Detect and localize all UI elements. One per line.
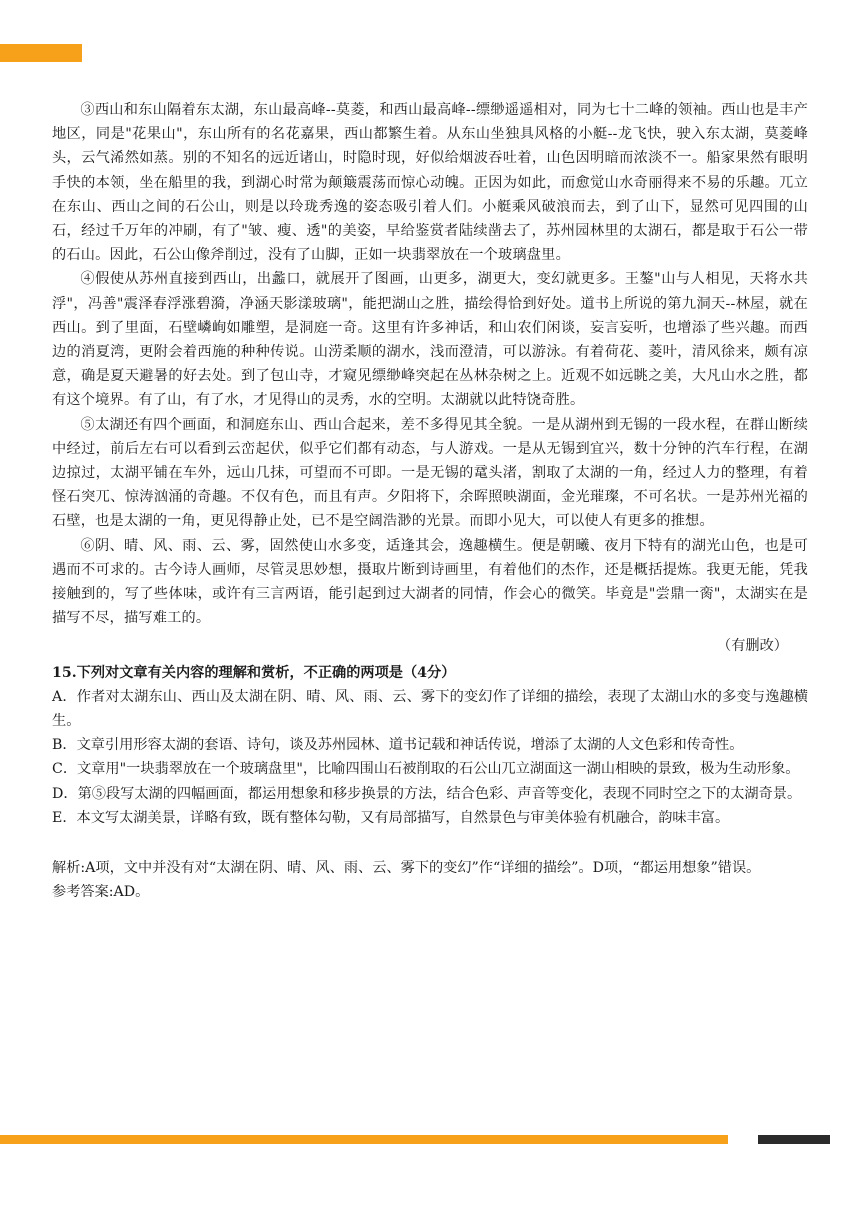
option-e: E．本文写太湖美景，详略有致，既有整体勾勒，又有局部描写，自然景色与审美体验有机融合，韵味丰富。 [52,809,730,826]
paragraph-3: ③西山和东山隔着东太湖，东山最高峰--莫菱，和西山最高峰--缥缈遥遥相对，同为七十二峰的领袖。西山也是丰产地区，同是"花果山"，东山所有的名花嘉果，西山都繁生着。从东山坐独具风格的小艇--龙飞快，驶入东太湖，莫菱峰头，云气浠然如蒸。别的不知名的远近诸山，时隐时现，好似给烟波吞吐着，山色因明暗而浓淡不一。船家果然有眼明手快的本领，坐在船里的我，到湖心时常为颠簸震荡而惊心动魄。正因为如此，而愈觉山水奇丽得来不易的乐趣。兀立在东山、西山之间的石公山，则是以玲珑秀逸的姿态吸引着人们。小艇乘风破浪而去，到了山下，显然可见四围的山石，经过千万年的冲刷，有了"皱、瘦、透"的美姿，早给鉴赏者陆续凿去了，苏州园林里的太湖石，都是取于石公一带的石山。因此，石公山像斧削过，没有了山脚，正如一块翡翠放在一个玻璃盘里。 [52,102,808,264]
question-15: 15.下列对文章有关内容的理解和赏析，不正确的两项是（4分） [52,664,456,681]
paragraph-6: ⑥阴、晴、风、雨、云、雾，固然使山水多变，适逢其会，逸趣横生。便是朝曦、夜月下特有的湖光山色，也是可遇而不可求的。古今诗人画师，尽管灵思妙想，摄取片断到诗画里，有着他们的杰作，还是概括提炼。我更无能，凭我接触到的，写了些体味，或许有三言两语，能引起到过大湖者的同情，作会心的微笑。毕竟是"尝鼎一脔"，太湖实在是描写不尽，描写难工的。 [52,537,808,627]
option-c: C．文章用"一块翡翠放在一个玻璃盘里"，比喻四围山石被削取的石公山兀立湖面这一湖山相映的景致，极为生动形象。 [52,761,800,778]
header-accent-bar [0,44,82,62]
document-body [52,98,808,905]
option-a: A．作者对太湖东山、西山及太湖在阴、晴、风、雨、云、雾下的变幻作了详细的描绘，表现了太湖山水的多变与逸趣横生。 [52,688,808,730]
analysis-text: 解析:A项，文中并没有对“太湖在阴、晴、风、雨、云、雾下的变幻”作“详细的描绘”。D项，“都运用想象”错误。 [52,860,761,877]
footer-dark-block [758,1135,830,1144]
option-b: B．文章引用形容太湖的套语、诗句，谈及苏州园林、道书记载和神话传说，增添了太湖的人文色彩和传奇性。 [52,737,744,754]
source-note: （有删改） [717,638,788,655]
paragraph-5: ⑤太湖还有四个画面，和洞庭东山、西山合起来，差不多得见其全貌。一是从湖州到无锡的一段水程，在群山断续中经过，前后左右可以看到云峦起伏，似乎它们都有动态，与人游戏。一是从无锡到宜兴，数十分钟的汽车行程，在湖边掠过，太湖平铺在车外，远山几抹，可望而不可即。一是无锡的鼋头渚，割取了太湖的一角，经过人力的整理，有着怪石突兀、惊涛汹涌的奇趣。不仅有色，而且有声。夕阳将下，余晖照映湖面，金光璀璨，不可名状。一是苏州光福的石壁，也是太湖的一角，更见得静止处，已不是空阔浩渺的光景。而即小见大，可以使人有更多的推想。 [52,416,808,530]
answer-text: 参考答案:AD。 [52,884,150,901]
paragraph-4: ④假使从苏州直接到西山，出蠡口，就展开了图画，山更多，湖更大，变幻就更多。王鏊"山与人相见，天将水共浮"，冯善"震泽春浮涨碧漪，净涵天影漾玻璃"，能把湖山之胜，描绘得恰到好处。道书上所说的第九洞天--林屋，就在西山。到了里面，石壁嶙峋如雕塑，是洞庭一奇。这里有许多神话，和山农们闲谈，妄言妄听，也增添了些兴趣。而西边的消夏湾，更附会着西施的种种传说。山涝柔顺的湖水，浅而澄清，可以游泳。有着荷花、菱叶，清风徐来，颇有凉意，确是夏天避暑的好去处。到了包山寺，才窥见缥缈峰突起在丛林杂树之上。近观不如远眺之美，大凡山水之胜，都有这个境界。有了山，有了水，才见得山的灵秀，水的空明。太湖就以此特饶奇胜。 [52,271,808,409]
footer-accent-bar [0,1135,728,1144]
option-d: D．第⑤段写太湖的四幅画面，都运用想象和移步换景的方法，结合色彩、声音等变化，表现不同时空之下的太湖奇景。 [52,785,802,802]
